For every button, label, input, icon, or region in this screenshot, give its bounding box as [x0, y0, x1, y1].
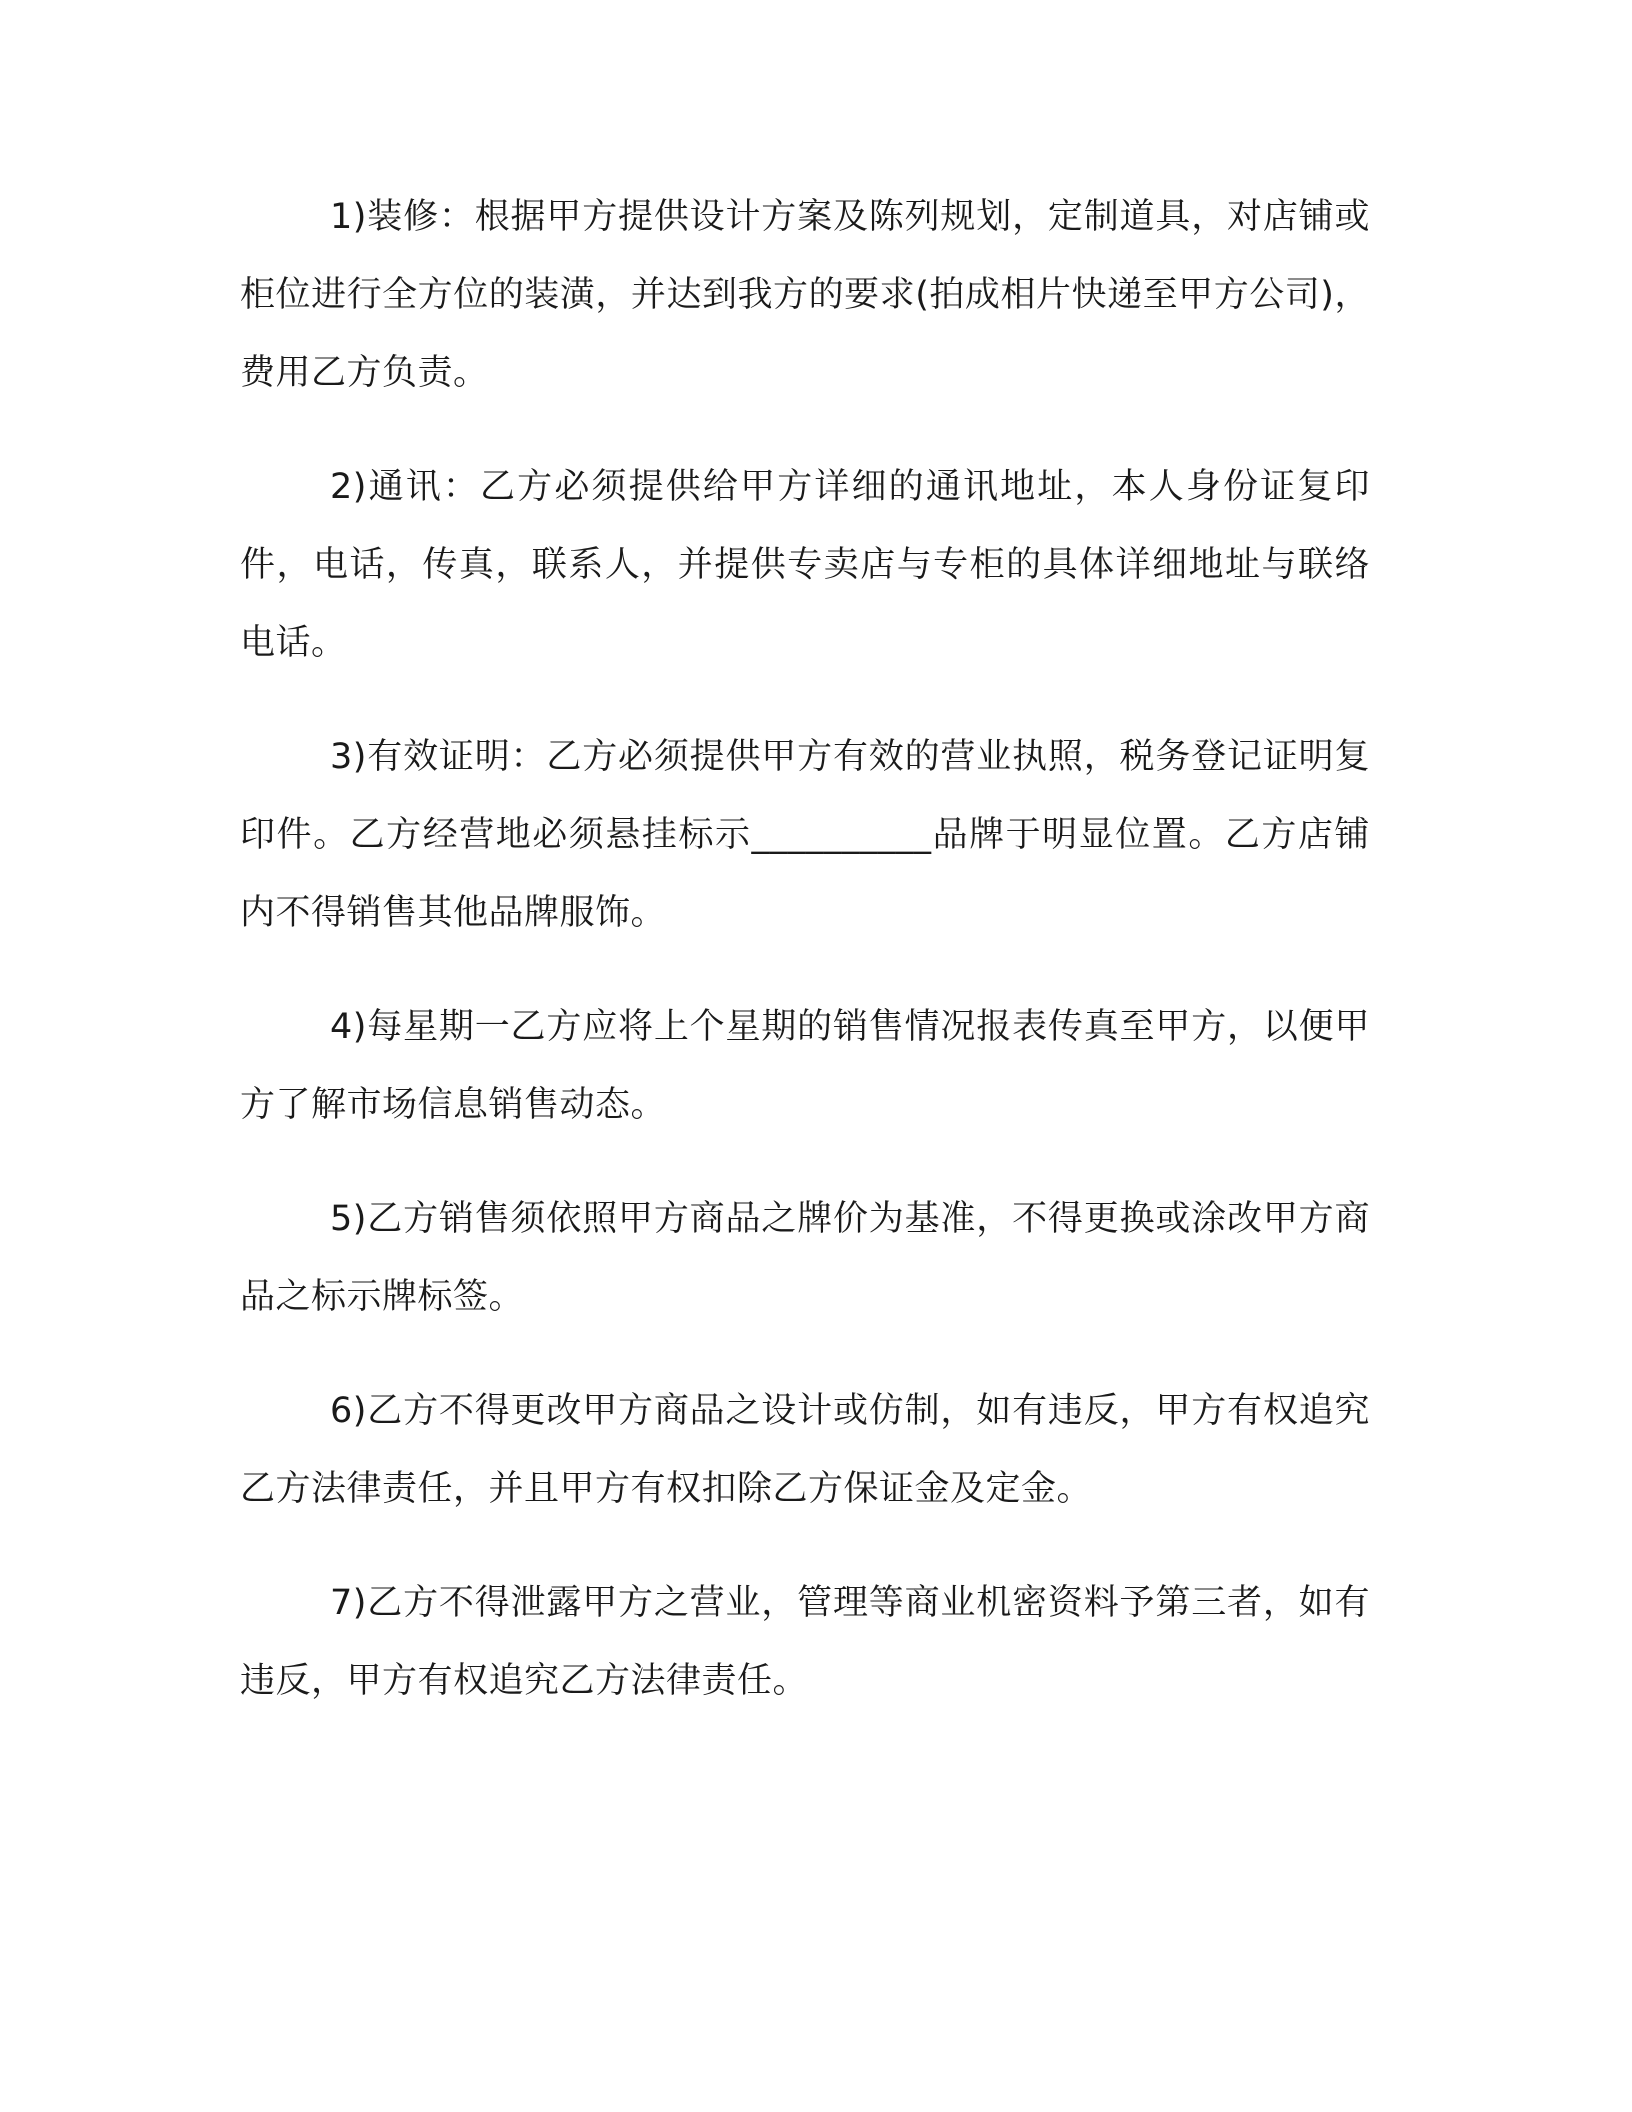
clause-7-paragraph: 7)乙方不得泄露甲方之营业，管理等商业机密资料予第三者，如有违反，甲方有权追究乙方法律责任。 [240, 1583, 1370, 1701]
clause-6-paragraph: 6)乙方不得更改甲方商品之设计或仿制，如有违反，甲方有权追究乙方法律责任，并且甲方有权扣除乙方保证金及定金。 [240, 1391, 1370, 1509]
document-body [240, 178, 1370, 1756]
clause-2-paragraph: 2)通讯：乙方必须提供给甲方详细的通讯地址，本人身份证复印件，电话，传真，联系人，并提供专卖店与专柜的具体详细地址与联络电话。 [240, 467, 1370, 663]
clause-1-paragraph: 1)装修：根据甲方提供设计方案及陈列规划，定制道具，对店铺或柜位进行全方位的装潢，并达到我方的要求(拍成相片快递至甲方公司)，费用乙方负责。 [240, 197, 1370, 393]
clause-4-paragraph: 4)每星期一乙方应将上个星期的销售情况报表传真至甲方，以便甲方了解市场信息销售动态。 [240, 1007, 1370, 1125]
clause-3-paragraph: 3)有效证明：乙方必须提供甲方有效的营业执照，税务登记证明复印件。乙方经营地必须悬挂标示__________品牌于明显位置。乙方店铺内不得销售其他品牌服饰。 [240, 737, 1370, 933]
clause-5-paragraph: 5)乙方销售须依照甲方商品之牌价为基准，不得更换或涂改甲方商品之标示牌标签。 [240, 1199, 1370, 1317]
